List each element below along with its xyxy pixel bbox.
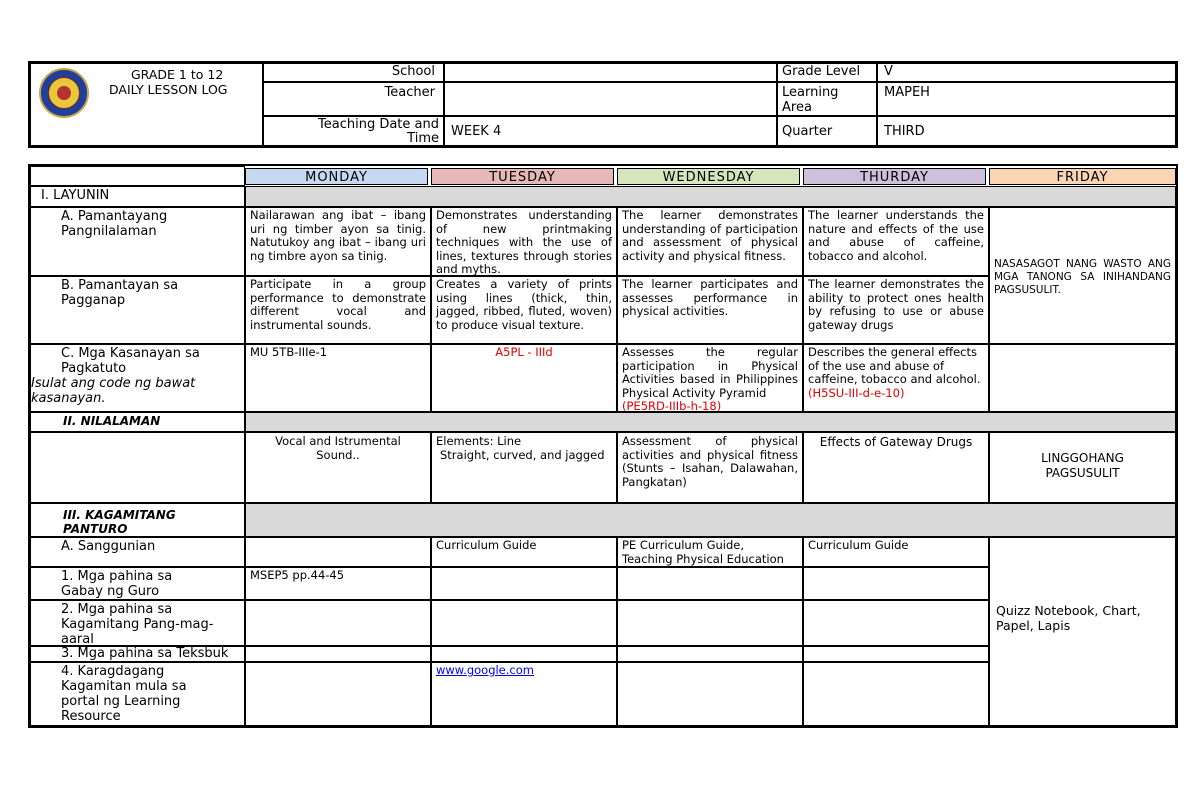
layunin-shade <box>245 186 1176 207</box>
row-label-kasanayan <box>30 344 245 412</box>
cell-sanggunian-tuesday: Curriculum Guide <box>431 537 617 567</box>
cell-nilalaman-friday: LINGGOHANG PAGSUSULIT <box>989 432 1176 503</box>
cell-gabay-tuesday <box>431 567 617 600</box>
competency-thursday: Describes the general effects of the use and abuse of caffeine, tobacco and alcohol. <box>808 345 981 386</box>
row-label-pamantayang-pangnilalaman: A. Pamantayang Pangnilalaman <box>30 207 245 276</box>
school-label: School <box>263 63 444 82</box>
cell-a-monday: Nailarawan ang ibat – ibang uri ng timber ayon sa tinig. Natutukoy ang ibat – ibang uri ng timbre ayon sa tinig. <box>245 207 431 276</box>
cell-c-wednesday <box>617 344 803 412</box>
cell-teksbuk-thursday <box>803 646 989 662</box>
cell-c-tuesday: A5PL - IIId <box>431 344 617 412</box>
cell-teksbuk-monday <box>245 646 431 662</box>
cell-karagdagang-wednesday <box>617 662 803 726</box>
cell-sanggunian-wednesday: PE Curriculum Guide, Teaching Physical Education <box>617 537 803 567</box>
nilalaman-tuesday-line1: Elements: Line <box>436 434 522 448</box>
row-label-gabay-guro: 1. Mga pahina sa Gabay ng Guro <box>30 567 245 600</box>
cell-b-monday: Participate in a group performance to demonstrate different vocal and instrumental sounds. <box>245 276 431 344</box>
log-title: DAILY LESSON LOG <box>109 82 228 97</box>
cell-nilalaman-wednesday: Assessment of physical activities and physical fitness (Stunts – Isahan, Dalawahan, Pangkatan) <box>617 432 803 503</box>
cell-sanggunian-monday <box>245 537 431 567</box>
cell-friday-materials: Quizz Notebook, Chart, Papel, Lapis <box>989 537 1176 726</box>
competency-wednesday: Assesses the regular participation in Physical Activities based in Philippines Physical Activity Pyramid <box>622 345 798 400</box>
nilalaman-tuesday-line2: Straight, curved, and jagged <box>440 447 605 462</box>
cell-kagamitang-thursday <box>803 600 989 646</box>
row-label-teksbuk: 3. Mga pahina sa Teksbuk <box>30 646 245 662</box>
section-nilalaman: II. NILALAMAN <box>30 412 245 432</box>
cell-karagdagang-monday <box>245 662 431 726</box>
cell-c-thursday <box>803 344 989 412</box>
row-label-pamantayan-sa-pagganap: B. Pamantayan sa Pagganap <box>30 276 245 344</box>
cell-gabay-thursday <box>803 567 989 600</box>
cell-gabay-monday: MSEP5 pp.44-45 <box>245 567 431 600</box>
cell-kagamitang-monday <box>245 600 431 646</box>
teaching-date-value[interactable]: WEEK 4 <box>444 116 777 146</box>
google-link[interactable]: www.google.com <box>436 663 534 677</box>
day-header-thursday: THURDAY <box>803 168 986 185</box>
day-header-wednesday: WEDNESDAY <box>617 168 800 185</box>
cell-b-tuesday: Creates a variety of prints using lines (thick, thin, jagged, ribbed, fluted, woven) to produce visual texture. <box>431 276 617 344</box>
grade-level-label: Grade Level <box>777 63 877 82</box>
corner-cell <box>30 166 245 186</box>
cell-nilalaman-thursday: Effects of Gateway Drugs <box>803 432 989 503</box>
cell-nilalaman-monday: Vocal and Istrumental Sound.. <box>245 432 431 503</box>
grade-level-value[interactable]: V <box>877 63 1176 82</box>
quarter-label: Quarter <box>777 116 877 146</box>
row-label-kagamitang-mag-aaral: 2. Mga pahina sa Kagamitang Pang-mag-aaral <box>30 600 245 646</box>
header-logo-cell <box>30 63 263 146</box>
nilalaman-label-blank <box>30 432 245 503</box>
cell-kagamitang-wednesday <box>617 600 803 646</box>
cell-b-thursday: The learner demonstrates the ability to protect ones health by refusing to use or abuse gateway drugs <box>803 276 989 344</box>
day-header-tuesday: TUESDAY <box>431 168 614 185</box>
school-value[interactable] <box>444 63 777 82</box>
cell-teksbuk-tuesday <box>431 646 617 662</box>
header-table <box>28 61 1178 148</box>
lesson-log-table <box>28 164 1178 728</box>
code-thursday: (H5SU-III-d-e-10) <box>808 385 905 400</box>
learning-area-value[interactable]: MAPEH <box>877 82 1176 116</box>
cell-c-monday: MU 5TB-IIIe-1 <box>245 344 431 412</box>
kasanayan-title: C. Mga Kasanayan sa Pagkatuto <box>61 346 200 376</box>
cell-gabay-wednesday <box>617 567 803 600</box>
teaching-date-label: Teaching Date and Time <box>263 116 444 146</box>
cell-b-wednesday: The learner participates and assesses performance in physical activities. <box>617 276 803 344</box>
cell-c-friday <box>989 344 1176 412</box>
section-kagamitang-panturo: III. KAGAMITANG PANTURO <box>30 503 245 537</box>
nilalaman-shade <box>245 412 1176 432</box>
teacher-label: Teacher <box>263 82 444 116</box>
quarter-value[interactable]: THIRD <box>877 116 1176 146</box>
cell-kagamitang-tuesday <box>431 600 617 646</box>
day-header-monday: MONDAY <box>245 168 428 185</box>
cell-karagdagang-thursday <box>803 662 989 726</box>
cell-ab-friday: NASASAGOT NANG WASTO ANG MGA TANONG SA INIHANDANG PAGSUSULIT. <box>989 207 1176 344</box>
cell-sanggunian-thursday: Curriculum Guide <box>803 537 989 567</box>
learning-area-label: Learning Area <box>777 82 877 116</box>
code-wednesday: (PE5RD-IIIb-h-18) <box>622 399 722 412</box>
section-layunin: I. LAYUNIN <box>30 186 245 207</box>
deped-seal-icon <box>39 68 89 118</box>
cell-a-tuesday: Demonstrates understanding of new printmaking techniques with the use of lines, textures through stories and myths. <box>431 207 617 276</box>
teacher-value[interactable] <box>444 82 777 116</box>
grade-range: GRADE 1 to 12 <box>131 67 224 82</box>
kasanayan-note: Isulat ang code ng bawat kasanayan. <box>31 376 196 406</box>
row-label-karagdagang: 4. Karagdagang Kagamitan mula sa portal ng Learning Resource <box>30 662 245 726</box>
row-label-sanggunian: A. Sanggunian <box>30 537 245 567</box>
cell-a-wednesday: The learner demonstrates understanding of participation and assessment of physical activity and physical fitness. <box>617 207 803 276</box>
day-header-friday: FRIDAY <box>989 168 1176 185</box>
cell-karagdagang-tuesday <box>431 662 617 726</box>
kagamitan-shade <box>245 503 1176 537</box>
cell-a-thursday: The learner understands the nature and effects of the use and abuse of caffeine, tobacco and alcohol. <box>803 207 989 276</box>
cell-teksbuk-wednesday <box>617 646 803 662</box>
cell-nilalaman-tuesday <box>431 432 617 503</box>
